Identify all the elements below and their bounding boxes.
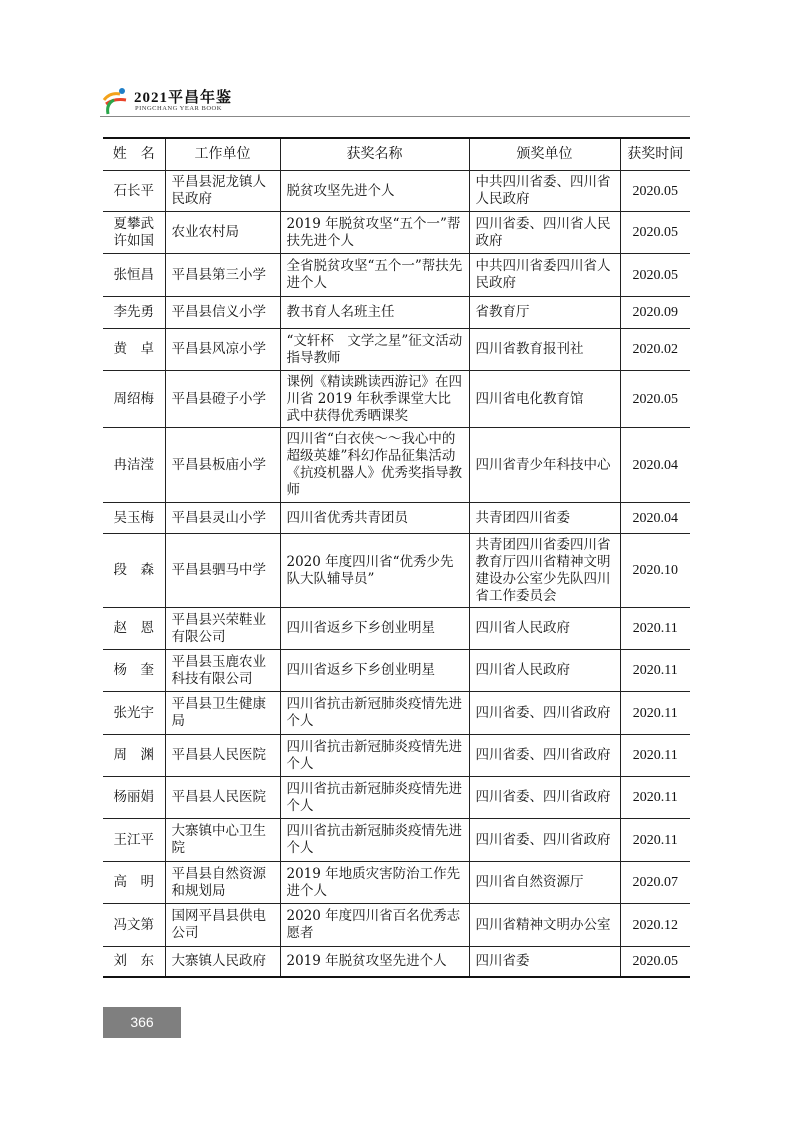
table-row (103, 947, 690, 977)
work-unit-cell: 农业农村局 (165, 212, 280, 254)
page-header (100, 86, 690, 118)
table-row (103, 371, 690, 428)
table-row (103, 904, 690, 947)
column-header: 获奖时间 (620, 138, 690, 171)
work-unit-cell: 平昌县卫生健康局 (165, 692, 280, 735)
name-cell: 冉洁滢 (103, 428, 165, 503)
award-name-cell: 全省脱贫攻坚“五个一”帮扶先进个人 (280, 254, 469, 297)
table-row (103, 428, 690, 503)
table-row (103, 608, 690, 650)
award-name-cell: 四川省优秀共青团员 (280, 503, 469, 534)
yearbook-logo-icon (100, 86, 130, 116)
table-row (103, 212, 690, 254)
issuer-cell: 四川省人民政府 (469, 650, 620, 692)
work-unit-cell: 大寨镇中心卫生院 (165, 819, 280, 862)
name-cell: 杨 奎 (103, 650, 165, 692)
name-cell: 张光宇 (103, 692, 165, 735)
column-header: 工作单位 (165, 138, 280, 171)
award-name-cell: 四川省抗击新冠肺炎疫情先进个人 (280, 819, 469, 862)
work-unit-cell: 平昌县驷马中学 (165, 534, 280, 608)
name-cell: 杨丽娟 (103, 777, 165, 819)
work-unit-cell: 平昌县泥龙镇人民政府 (165, 171, 280, 212)
name-cell: 石长平 (103, 171, 165, 212)
table-row (103, 735, 690, 777)
issuer-cell: 四川省委、四川省政府 (469, 735, 620, 777)
award-date-cell: 2020.04 (620, 503, 690, 534)
table-row (103, 254, 690, 297)
work-unit-cell: 平昌县人民医院 (165, 735, 280, 777)
table-row (103, 692, 690, 735)
award-date-cell: 2020.05 (620, 212, 690, 254)
header-rule (100, 116, 690, 117)
issuer-cell: 四川省委、四川省人民政府 (469, 212, 620, 254)
award-date-cell: 2020.11 (620, 777, 690, 819)
work-unit-cell: 平昌县人民医院 (165, 777, 280, 819)
issuer-cell: 四川省教育报刊社 (469, 329, 620, 371)
award-date-cell: 2020.05 (620, 371, 690, 428)
issuer-cell: 四川省电化教育馆 (469, 371, 620, 428)
table-row (103, 503, 690, 534)
award-name-cell: 2019 年脱贫攻坚先进个人 (280, 947, 469, 977)
name-cell: 李先勇 (103, 297, 165, 329)
issuer-cell: 四川省委、四川省政府 (469, 692, 620, 735)
award-date-cell: 2020.12 (620, 904, 690, 947)
table-header-row (103, 138, 690, 171)
work-unit-cell: 大寨镇人民政府 (165, 947, 280, 977)
table-row (103, 650, 690, 692)
table-row (103, 777, 690, 819)
table-row (103, 862, 690, 904)
table-row (103, 329, 690, 371)
name-cell: 冯文第 (103, 904, 165, 947)
issuer-cell: 共青团四川省委 (469, 503, 620, 534)
name-cell: 王江平 (103, 819, 165, 862)
table-row (103, 297, 690, 329)
issuer-cell: 省教育厅 (469, 297, 620, 329)
table-row (103, 534, 690, 608)
work-unit-cell: 平昌县风凉小学 (165, 329, 280, 371)
issuer-cell: 四川省自然资源厅 (469, 862, 620, 904)
table-row (103, 171, 690, 212)
award-date-cell: 2020.05 (620, 254, 690, 297)
award-date-cell: 2020.02 (620, 329, 690, 371)
award-name-cell: 2019 年脱贫攻坚“五个一”帮扶先进个人 (280, 212, 469, 254)
issuer-cell: 四川省青少年科技中心 (469, 428, 620, 503)
name-cell: 黄 卓 (103, 329, 165, 371)
work-unit-cell: 平昌县板庙小学 (165, 428, 280, 503)
issuer-cell: 中共四川省委四川省人民政府 (469, 254, 620, 297)
work-unit-cell: 平昌县兴荣鞋业有限公司 (165, 608, 280, 650)
issuer-cell: 四川省精神文明办公室 (469, 904, 620, 947)
issuer-cell: 四川省委 (469, 947, 620, 977)
award-name-cell: 四川省抗击新冠肺炎疫情先进个人 (280, 735, 469, 777)
award-name-cell: 2020 年度四川省百名优秀志愿者 (280, 904, 469, 947)
work-unit-cell: 平昌县自然资源和规划局 (165, 862, 280, 904)
name-cell: 吴玉梅 (103, 503, 165, 534)
work-unit-cell: 平昌县第三小学 (165, 254, 280, 297)
name-cell: 周绍梅 (103, 371, 165, 428)
award-date-cell: 2020.11 (620, 735, 690, 777)
award-name-cell: 四川省抗击新冠肺炎疫情先进个人 (280, 692, 469, 735)
column-header: 获奖名称 (280, 138, 469, 171)
header-title: 2021平昌年鉴 (134, 90, 233, 106)
name-cell: 张恒昌 (103, 254, 165, 297)
award-date-cell: 2020.05 (620, 171, 690, 212)
award-name-cell: 四川省返乡下乡创业明星 (280, 608, 469, 650)
award-name-cell: 四川省返乡下乡创业明星 (280, 650, 469, 692)
table-row (103, 819, 690, 862)
award-date-cell: 2020.11 (620, 692, 690, 735)
issuer-cell: 四川省委、四川省政府 (469, 819, 620, 862)
work-unit-cell: 平昌县玉鹿农业科技有限公司 (165, 650, 280, 692)
name-cell: 高 明 (103, 862, 165, 904)
header-subtitle: PINGCHANG YEAR BOOK (135, 105, 222, 112)
award-name-cell: 四川省抗击新冠肺炎疫情先进个人 (280, 777, 469, 819)
name-cell: 夏攀武 许如国 (103, 212, 165, 254)
issuer-cell: 四川省人民政府 (469, 608, 620, 650)
award-date-cell: 2020.09 (620, 297, 690, 329)
name-cell: 段 森 (103, 534, 165, 608)
award-name-cell: “文轩杯 文学之星”征文活动指导教师 (280, 329, 469, 371)
award-name-cell: 四川省“白衣侠～～我心中的超级英雄”科幻作品征集活动《抗疫机器人》优秀奖指导教师 (280, 428, 469, 503)
issuer-cell: 四川省委、四川省政府 (469, 777, 620, 819)
column-header: 姓 名 (103, 138, 165, 171)
page-number: 366 (103, 1007, 181, 1038)
award-date-cell: 2020.11 (620, 650, 690, 692)
award-date-cell: 2020.04 (620, 428, 690, 503)
award-name-cell: 教书育人名班主任 (280, 297, 469, 329)
award-name-cell: 2019 年地质灾害防治工作先进个人 (280, 862, 469, 904)
issuer-cell: 共青团四川省委四川省教育厅四川省精神文明建设办公室少先队四川省工作委员会 (469, 534, 620, 608)
name-cell: 赵 恩 (103, 608, 165, 650)
name-cell: 刘 东 (103, 947, 165, 977)
work-unit-cell: 平昌县信义小学 (165, 297, 280, 329)
award-date-cell: 2020.11 (620, 608, 690, 650)
award-date-cell: 2020.10 (620, 534, 690, 608)
work-unit-cell: 平昌县磴子小学 (165, 371, 280, 428)
award-name-cell: 2020 年度四川省“优秀少先队大队辅导员” (280, 534, 469, 608)
name-cell: 周 渊 (103, 735, 165, 777)
awards-table (103, 137, 690, 978)
award-name-cell: 课例《精读跳读西游记》在四川省 2019 年秋季课堂大比武中获得优秀晒课奖 (280, 371, 469, 428)
column-header: 颁奖单位 (469, 138, 620, 171)
work-unit-cell: 平昌县灵山小学 (165, 503, 280, 534)
award-name-cell: 脱贫攻坚先进个人 (280, 171, 469, 212)
issuer-cell: 中共四川省委、四川省人民政府 (469, 171, 620, 212)
award-date-cell: 2020.05 (620, 947, 690, 977)
award-date-cell: 2020.07 (620, 862, 690, 904)
award-date-cell: 2020.11 (620, 819, 690, 862)
work-unit-cell: 国网平昌县供电公司 (165, 904, 280, 947)
